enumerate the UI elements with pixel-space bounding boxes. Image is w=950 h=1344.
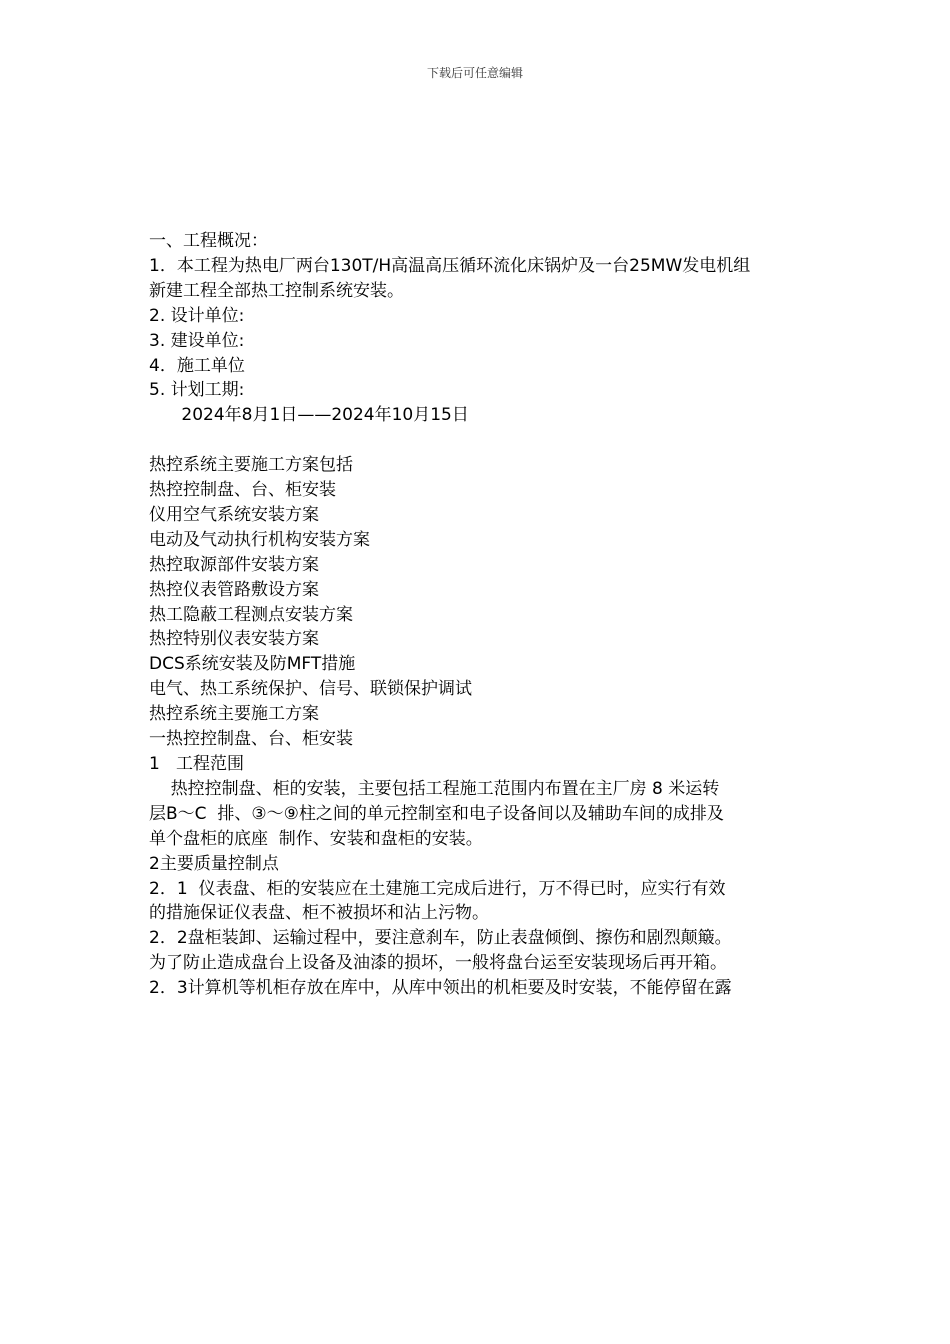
overview-schedule: 2024年8月1日——2024年10月15日 [149, 405, 469, 426]
plan-list-item: 热控系统主要施工方案 [149, 704, 319, 725]
quality-2-2-line-2: 为了防止造成盘台上设备及油漆的损坏，一般将盘台运至安装现场后再开箱。 [149, 953, 727, 974]
overview-item-2: 2. 设计单位: [149, 305, 245, 326]
plan-list-item: 热控特别仪表安装方案 [149, 629, 319, 650]
plan-list-item: 热工隐蔽工程测点安装方案 [149, 604, 353, 625]
blank-line [149, 428, 819, 453]
document-body [149, 229, 819, 1001]
scope-paragraph-line-3: 单个盘柜的底座 制作、安装和盘柜的安装。 [149, 828, 483, 849]
overview-item-5: 5. 计划工期: [149, 380, 245, 401]
scope-paragraph-line-1: 热控控制盘、柜的安装，主要包括工程施工范围内布置在主厂房 8 米运转 [149, 778, 720, 799]
overview-heading: 一、工程概况： [149, 231, 268, 251]
plan-list-item: 热控控制盘、台、柜安装 [149, 480, 336, 501]
scope-title: 1 工程范围 [149, 754, 245, 775]
overview-item-1-line-1: 1．本工程为热电厂两台130T/H高温高压循环流化床锅炉及一台25MW发电机组 [149, 255, 751, 276]
plan-list-item: 热控系统主要施工方案包括 [149, 455, 353, 476]
plan-list-item: 仪用空气系统安装方案 [149, 504, 319, 525]
quality-2-1-line-2: 的措施保证仪表盘、柜不被损坏和沾上污物。 [149, 903, 489, 924]
plan-list-item: DCS系统安装及防MFT措施 [149, 654, 356, 675]
quality-2-2-line-1: 2．2盘柜装卸、运输过程中，要注意刹车，防止表盘倾倒、擦伤和剧烈颠簸。 [149, 928, 732, 949]
scope-paragraph-line-2: 层B～C 排、③～⑨柱之间的单元控制室和电子设备间以及辅助车间的成排及 [149, 803, 724, 824]
page-header: 下载后可任意编辑 [426, 66, 523, 80]
plan-list-item: 一热控控制盘、台、柜安装 [149, 729, 353, 750]
plan-list-item: 电气、热工系统保护、信号、联锁保护调试 [149, 679, 472, 700]
plan-list-item: 热控仪表管路敷设方案 [149, 579, 319, 600]
quality-2-3-line-1: 2．3计算机等机柜存放在库中，从库中领出的机柜要及时安装，不能停留在露 [149, 978, 732, 999]
plan-list-item: 电动及气动执行机构安装方案 [149, 529, 370, 550]
overview-item-3: 3. 建设单位: [149, 330, 245, 351]
overview-item-4: 4．施工单位 [149, 355, 245, 376]
plan-list-item: 热控取源部件安装方案 [149, 554, 319, 575]
overview-item-1-line-2: 新建工程全部热工控制系统安装。 [149, 280, 404, 301]
quality-2-1-line-1: 2．1 仪表盘、柜的安装应在土建施工完成后进行，万不得已时，应实行有效 [149, 878, 726, 899]
quality-title: 2主要质量控制点 [149, 853, 279, 874]
